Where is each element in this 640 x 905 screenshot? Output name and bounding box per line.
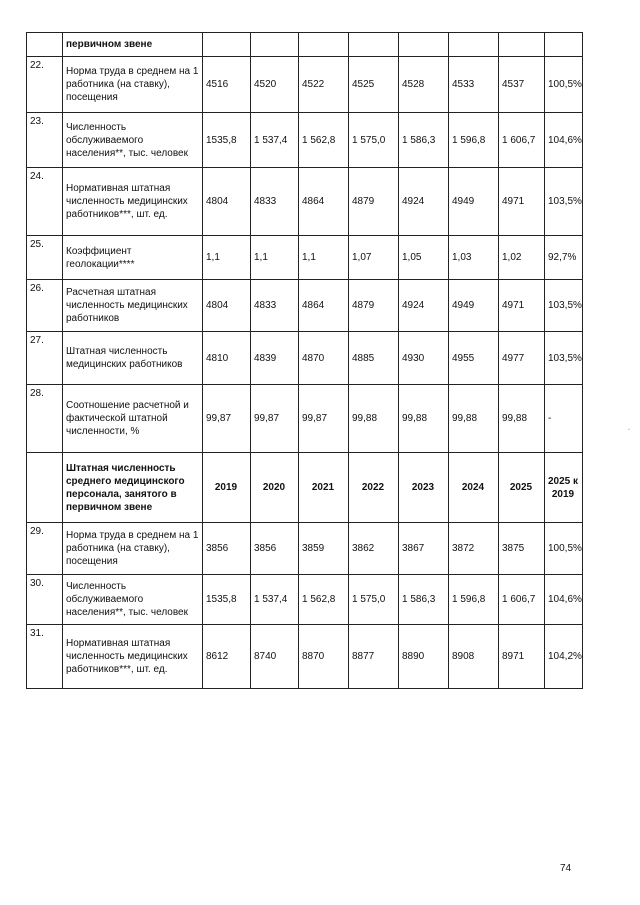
ratio-cell: 92,7% — [545, 236, 583, 280]
value-cell — [499, 33, 545, 57]
ratio-cell: 104,6% — [545, 575, 583, 625]
year-header: 2022 — [349, 453, 399, 523]
value-cell: 1,1 — [299, 236, 349, 280]
row-number: 30. — [27, 575, 63, 625]
value-cell: 99,87 — [203, 385, 251, 453]
value-cell: 8740 — [251, 625, 299, 689]
row-number: 31. — [27, 625, 63, 689]
year-header: 2019 — [203, 453, 251, 523]
value-cell: 4864 — [299, 168, 349, 236]
row-number: 23. — [27, 113, 63, 168]
value-cell — [449, 33, 499, 57]
value-cell: 1535,8 — [203, 575, 251, 625]
section-title: Штатная численность среднего медицинского персонала, занятого в первичном звене — [63, 453, 203, 523]
ratio-cell: 103,5% — [545, 280, 583, 332]
ratio-cell: 103,5% — [545, 332, 583, 385]
row-label: Коэффициент геолокации**** — [63, 236, 203, 280]
value-cell — [299, 33, 349, 57]
value-cell: 99,88 — [399, 385, 449, 453]
value-cell: 4833 — [251, 168, 299, 236]
year-header: 2021 — [299, 453, 349, 523]
row-label: Норма труда в среднем на 1 работника (на ставку), посещения — [63, 57, 203, 113]
row-label: Численность обслуживаемого населения**, тыс. человек — [63, 575, 203, 625]
value-cell: 4528 — [399, 57, 449, 113]
value-cell: 4804 — [203, 280, 251, 332]
year-header: 2023 — [399, 453, 449, 523]
value-cell: 1,07 — [349, 236, 399, 280]
table-row — [27, 625, 583, 689]
value-cell: 4949 — [449, 280, 499, 332]
value-cell: 3875 — [499, 523, 545, 575]
staffing-table — [26, 32, 583, 689]
value-cell: 3856 — [203, 523, 251, 575]
value-cell: 1535,8 — [203, 113, 251, 168]
value-cell: 3862 — [349, 523, 399, 575]
ratio-cell: 100,5% — [545, 57, 583, 113]
ratio-header: 2025 к 2019 — [545, 453, 583, 523]
row-label: первичном звене — [63, 33, 203, 57]
value-cell: 4839 — [251, 332, 299, 385]
table-row — [27, 57, 583, 113]
value-cell: 3856 — [251, 523, 299, 575]
value-cell: 4930 — [399, 332, 449, 385]
year-header: 2025 — [499, 453, 545, 523]
row-label: Расчетная штатная численность медицинских работников — [63, 280, 203, 332]
value-cell: 3859 — [299, 523, 349, 575]
year-header: 2020 — [251, 453, 299, 523]
row-number: 22. — [27, 57, 63, 113]
value-cell: 1 562,8 — [299, 575, 349, 625]
value-cell: 1,1 — [203, 236, 251, 280]
value-cell: 4525 — [349, 57, 399, 113]
value-cell — [349, 33, 399, 57]
table-row — [27, 385, 583, 453]
value-cell: 4924 — [399, 168, 449, 236]
value-cell: 1,1 — [251, 236, 299, 280]
row-number: 29. — [27, 523, 63, 575]
value-cell: 3867 — [399, 523, 449, 575]
value-cell: 1 586,3 — [399, 113, 449, 168]
value-cell: 1 575,0 — [349, 113, 399, 168]
value-cell: 8877 — [349, 625, 399, 689]
table-row — [27, 280, 583, 332]
table-row — [27, 575, 583, 625]
value-cell: 99,88 — [499, 385, 545, 453]
value-cell: 8908 — [449, 625, 499, 689]
ratio-cell: 103,5% — [545, 168, 583, 236]
value-cell: 4924 — [399, 280, 449, 332]
row-number: 25. — [27, 236, 63, 280]
value-cell — [399, 33, 449, 57]
value-cell: 1 562,8 — [299, 113, 349, 168]
value-cell: 4879 — [349, 168, 399, 236]
value-cell: 4833 — [251, 280, 299, 332]
value-cell: 1 586,3 — [399, 575, 449, 625]
value-cell: 1 537,4 — [251, 575, 299, 625]
page-number: 74 — [560, 863, 572, 874]
table-row — [27, 523, 583, 575]
ratio-cell: 100,5% — [545, 523, 583, 575]
value-cell: 1 575,0 — [349, 575, 399, 625]
value-cell: 4522 — [299, 57, 349, 113]
value-cell: 1 596,8 — [449, 575, 499, 625]
table-row — [27, 332, 583, 385]
value-cell: 4971 — [499, 168, 545, 236]
row-number: 28. — [27, 385, 63, 453]
table-row — [27, 113, 583, 168]
value-cell: 4879 — [349, 280, 399, 332]
row-label: Штатная численность медицинских работников — [63, 332, 203, 385]
value-cell: 8612 — [203, 625, 251, 689]
row-label: Норма труда в среднем на 1 работника (на ставку), посещения — [63, 523, 203, 575]
value-cell: 1 606,7 — [499, 575, 545, 625]
value-cell: 4870 — [299, 332, 349, 385]
value-cell: 99,88 — [449, 385, 499, 453]
value-cell: 4949 — [449, 168, 499, 236]
table-row — [27, 168, 583, 236]
row-number: 27. — [27, 332, 63, 385]
row-label: Соотношение расчетной и фактической штатной численности, % — [63, 385, 203, 453]
value-cell: 99,88 — [349, 385, 399, 453]
section-header-row — [27, 453, 583, 523]
value-cell: 99,87 — [251, 385, 299, 453]
row-label: Нормативная штатная численность медицинских работников***, шт. ед. — [63, 625, 203, 689]
ratio-cell: 104,6% — [545, 113, 583, 168]
value-cell: 4516 — [203, 57, 251, 113]
table-row — [27, 236, 583, 280]
value-cell: 4885 — [349, 332, 399, 385]
value-cell — [203, 33, 251, 57]
table-row — [27, 33, 583, 57]
value-cell: 4533 — [449, 57, 499, 113]
value-cell: 4977 — [499, 332, 545, 385]
value-cell: 1,05 — [399, 236, 449, 280]
value-cell: 3872 — [449, 523, 499, 575]
row-number — [27, 33, 63, 57]
value-cell: 8971 — [499, 625, 545, 689]
value-cell — [545, 33, 583, 57]
value-cell: 4810 — [203, 332, 251, 385]
value-cell: 1 606,7 — [499, 113, 545, 168]
value-cell: 1,03 — [449, 236, 499, 280]
row-number: 26. — [27, 280, 63, 332]
margin-mark: ´ — [628, 428, 631, 437]
value-cell — [251, 33, 299, 57]
ratio-cell: 104,2% — [545, 625, 583, 689]
value-cell: 4864 — [299, 280, 349, 332]
value-cell: 4971 — [499, 280, 545, 332]
value-cell: 4804 — [203, 168, 251, 236]
row-number: 24. — [27, 168, 63, 236]
value-cell: 1 596,8 — [449, 113, 499, 168]
value-cell: 1,02 — [499, 236, 545, 280]
value-cell: 1 537,4 — [251, 113, 299, 168]
year-header: 2024 — [449, 453, 499, 523]
value-cell: 8870 — [299, 625, 349, 689]
value-cell: 4955 — [449, 332, 499, 385]
value-cell: 99,87 — [299, 385, 349, 453]
value-cell: 8890 — [399, 625, 449, 689]
value-cell: 4520 — [251, 57, 299, 113]
row-label: Численность обслуживаемого населения**, тыс. человек — [63, 113, 203, 168]
value-cell: 4537 — [499, 57, 545, 113]
ratio-cell: - — [545, 385, 583, 453]
row-label: Нормативная штатная численность медицинских работников***, шт. ед. — [63, 168, 203, 236]
row-number — [27, 453, 63, 523]
